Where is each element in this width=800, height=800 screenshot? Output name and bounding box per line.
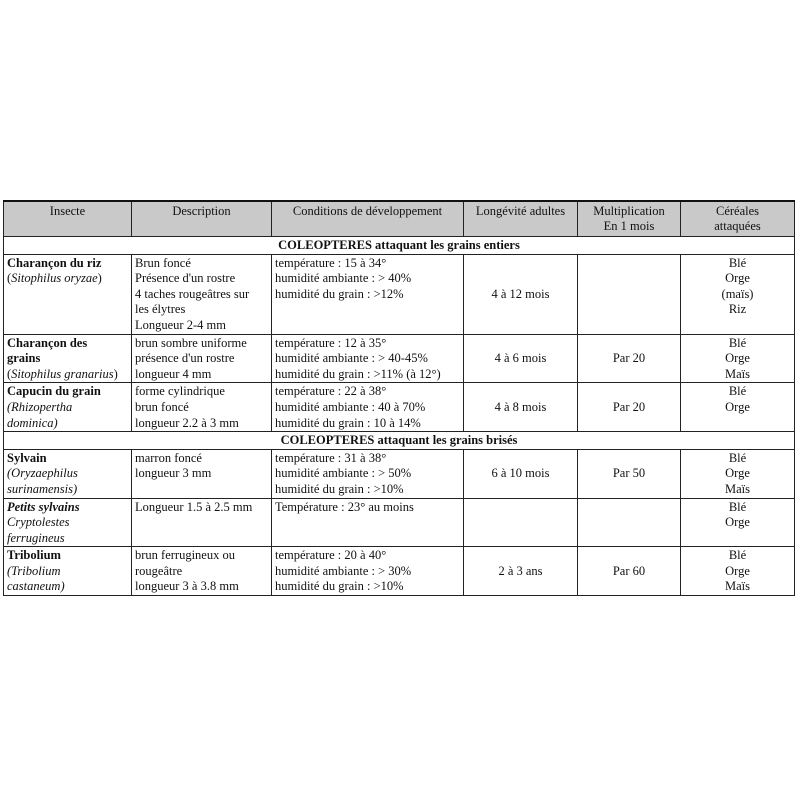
longevite-cell: 4 à 12 mois — [464, 254, 578, 334]
insect-latin-name: ferrugineus — [7, 530, 65, 545]
section-title: COLEOPTERES attaquant les grains entiers — [4, 237, 795, 255]
insect-cell — [4, 449, 132, 498]
insect-latin-name: castaneum) — [7, 579, 65, 594]
table-row — [4, 547, 795, 596]
cereales-cell: Blé Orge Maïs — [681, 334, 795, 383]
description-cell: brun ferrugineux ou rougeâtre longueur 3 à 3.8 mm — [132, 547, 272, 596]
insect-name: Petits sylvains — [7, 499, 80, 514]
insect-cell — [4, 547, 132, 596]
insect-cell — [4, 254, 132, 334]
table-row — [4, 449, 795, 498]
conditions-cell: température : 22 à 38° humidité ambiante : 40 à 70% humidité du grain : 10 à 14% — [272, 383, 464, 432]
description-cell: Longueur 1.5 à 2.5 mm — [132, 498, 272, 547]
insect-latin-name: dominica) — [7, 415, 58, 430]
longevite-cell: 4 à 8 mois — [464, 383, 578, 432]
multiplication-cell — [578, 254, 681, 334]
conditions-cell: température : 20 à 40° humidité ambiante : > 30% humidité du grain : >10% — [272, 547, 464, 596]
longevite-cell — [464, 498, 578, 547]
cereales-cell: Blé Orge Maïs — [681, 449, 795, 498]
longevite-cell: 2 à 3 ans — [464, 547, 578, 596]
multiplication-cell: Par 20 — [578, 383, 681, 432]
insect-table — [3, 200, 795, 596]
table-row — [4, 334, 795, 383]
conditions-cell: température : 15 à 34° humidité ambiante : > 40% humidité du grain : >12% — [272, 254, 464, 334]
conditions-cell: température : 31 à 38° humidité ambiante : > 50% humidité du grain : >10% — [272, 449, 464, 498]
header-row — [4, 201, 795, 237]
insect-latin-name: (Rhizopertha — [7, 399, 73, 414]
header-conditions: Conditions de développement — [272, 201, 464, 237]
insect-latin-name: surinamensis) — [7, 481, 78, 496]
insect-name: Tribolium — [7, 548, 61, 563]
section-row — [4, 237, 795, 255]
insect-cell — [4, 334, 132, 383]
table-row — [4, 498, 795, 547]
multiplication-cell: Par 60 — [578, 547, 681, 596]
insect-name: Charançon des — [7, 335, 88, 350]
cereales-cell: Blé Orge (maïs) Riz — [681, 254, 795, 334]
insect-name: Capucin du grain — [7, 384, 101, 399]
header-multiplication: Multiplication En 1 mois — [578, 201, 681, 237]
description-cell: marron foncé longueur 3 mm — [132, 449, 272, 498]
cereales-cell: Blé Orge — [681, 383, 795, 432]
multiplication-cell — [578, 498, 681, 547]
page-crop-edge — [0, 603, 800, 800]
insect-name: Charançon du riz — [7, 255, 102, 270]
multiplication-cell: Par 50 — [578, 449, 681, 498]
insect-latin-name: (Tribolium — [7, 563, 61, 578]
header-description: Description — [132, 201, 272, 237]
insect-cell — [4, 383, 132, 432]
insect-latin-name: (Sitophilus oryzae) — [7, 271, 102, 286]
header-longevite: Longévité adultes — [464, 201, 578, 237]
insect-cell — [4, 498, 132, 547]
conditions-cell: Température : 23° au moins — [272, 498, 464, 547]
multiplication-cell: Par 20 — [578, 334, 681, 383]
cereales-cell: Blé Orge — [681, 498, 795, 547]
description-cell: brun sombre uniforme présence d'un rostre longueur 4 mm — [132, 334, 272, 383]
insect-name: grains — [7, 351, 41, 366]
insect-latin-name: (Sitophilus granarius) — [7, 366, 118, 381]
insect-latin-name: (Oryzaephilus — [7, 466, 78, 481]
longevite-cell: 4 à 6 mois — [464, 334, 578, 383]
table-row — [4, 383, 795, 432]
table-row — [4, 254, 795, 334]
section-title: COLEOPTERES attaquant les grains brisés — [4, 432, 795, 450]
header-cereales: Céréales attaquées — [681, 201, 795, 237]
insect-name: Sylvain — [7, 450, 47, 465]
insect-latin-name: Cryptolestes — [7, 515, 70, 530]
conditions-cell: température : 12 à 35° humidité ambiante : > 40-45% humidité du grain : >11% (à 12°) — [272, 334, 464, 383]
longevite-cell: 6 à 10 mois — [464, 449, 578, 498]
description-cell: Brun foncé Présence d'un rostre 4 taches rougeâtres sur les élytres Longueur 2-4 mm — [132, 254, 272, 334]
section-row — [4, 432, 795, 450]
header-insecte: Insecte — [4, 201, 132, 237]
description-cell: forme cylindrique brun foncé longueur 2.2 à 3 mm — [132, 383, 272, 432]
cereales-cell: Blé Orge Maïs — [681, 547, 795, 596]
